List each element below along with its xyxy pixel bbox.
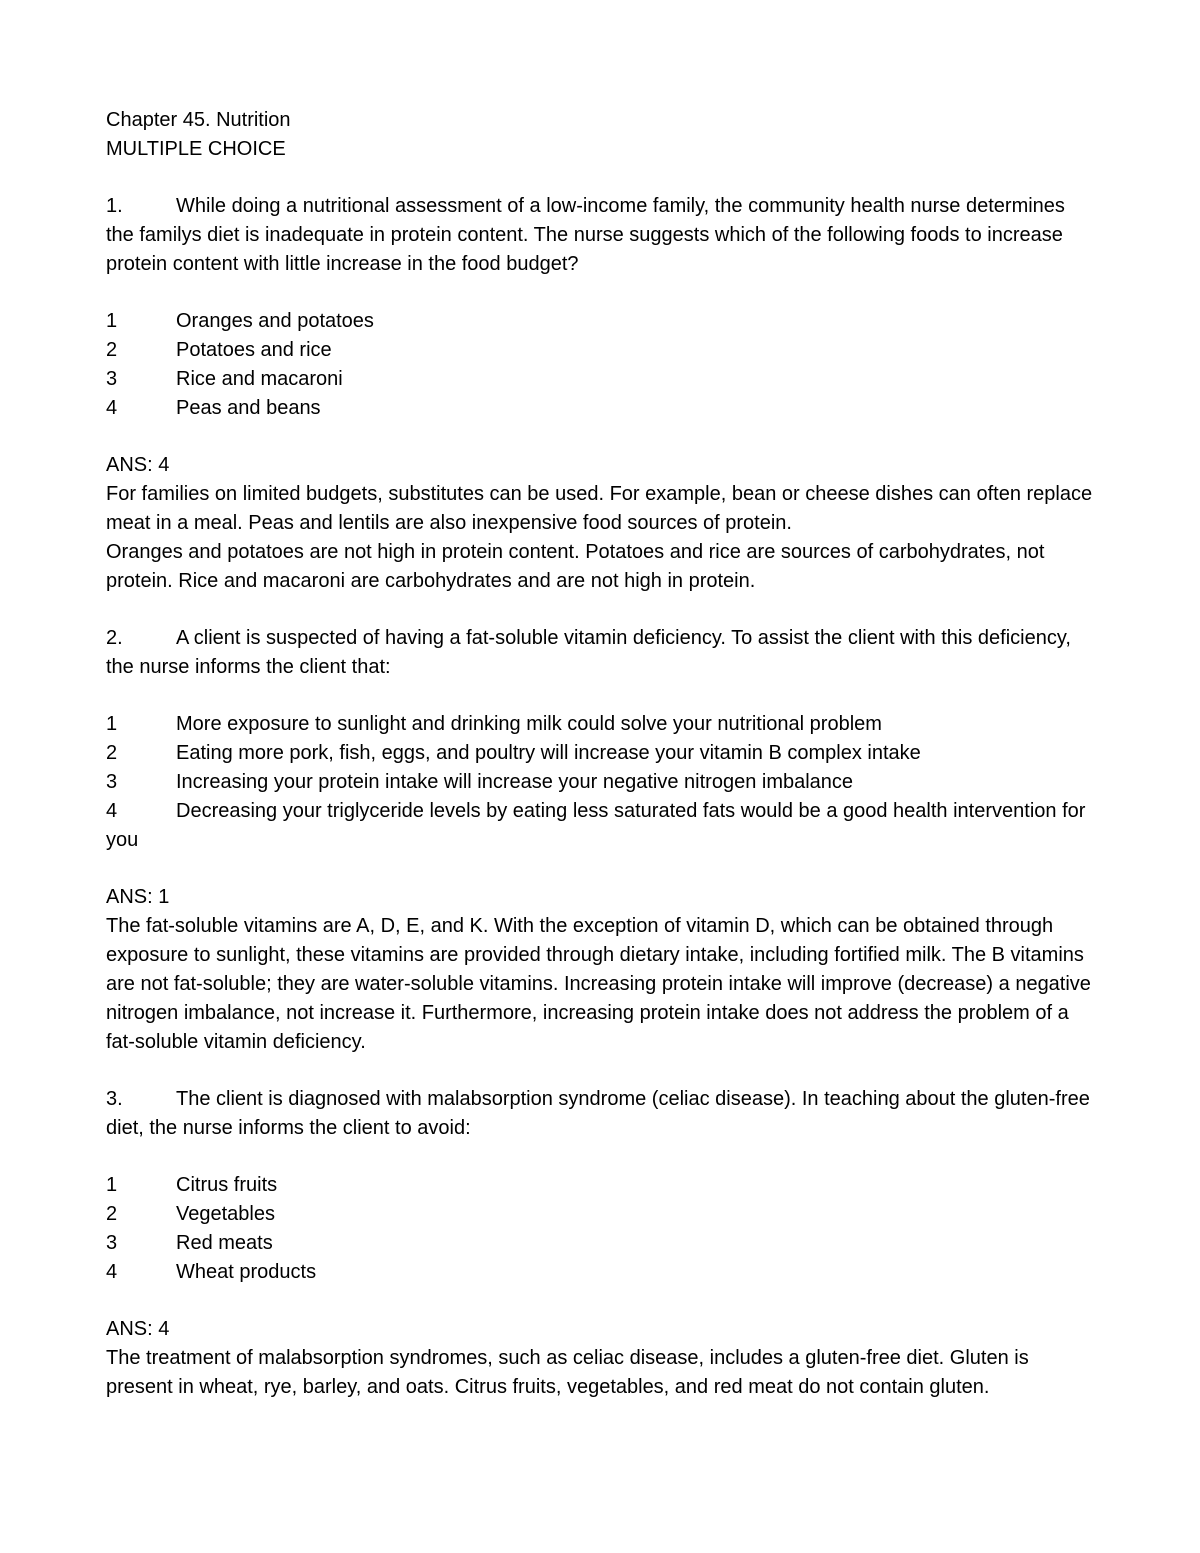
question-number: 2.: [106, 627, 123, 649]
option-number: 3: [106, 1232, 118, 1254]
question-text: A client is suspected of having a fat-soluble vitamin deficiency. To assist the client with this deficiency, the nurse informs the client that:: [106, 627, 1071, 678]
section-heading: MULTIPLE CHOICE: [106, 138, 286, 160]
option-number: 3: [106, 771, 118, 793]
option-text: Increasing your protein intake will increase your negative nitrogen imbalance: [176, 771, 854, 793]
spacer: [106, 1287, 1096, 1315]
question-3-option: [106, 1258, 1096, 1287]
option-number: 1: [106, 310, 118, 332]
option-text: Decreasing your triglyceride levels by eating less saturated fats would be a good health intervention for you: [106, 800, 1086, 851]
question-number: 3.: [106, 1088, 123, 1110]
question-2-answer: ANS: 1: [106, 886, 170, 908]
question-1-option: [106, 307, 1096, 336]
option-text: Red meats: [176, 1232, 273, 1254]
spacer: [106, 164, 1096, 192]
option-text: Wheat products: [176, 1261, 317, 1283]
spacer: [106, 855, 1096, 883]
chapter-title: Chapter 45. Nutrition: [106, 109, 291, 131]
option-text: Eating more pork, fish, eggs, and poultry will increase your vitamin B complex intake: [176, 742, 921, 764]
question-1-rationale: For families on limited budgets, substitutes can be used. For example, bean or cheese dishes can often replace meat in a meal. Peas and lentils are also inexpensive food sources of protein.: [106, 483, 1093, 534]
document-page: [106, 106, 1096, 1402]
option-number: 1: [106, 713, 118, 735]
question-3-option: [106, 1229, 1096, 1258]
question-2-option: [106, 739, 1096, 768]
option-text: More exposure to sunlight and drinking milk could solve your nutritional problem: [176, 713, 882, 735]
option-text: Oranges and potatoes: [176, 310, 374, 332]
question-2-option: [106, 710, 1096, 739]
question-1-stem: [106, 192, 1096, 279]
question-1-option: [106, 336, 1096, 365]
option-text: Potatoes and rice: [176, 339, 332, 361]
spacer: [106, 596, 1096, 624]
question-2-rationale: The fat-soluble vitamins are A, D, E, and K. With the exception of vitamin D, which can be obtained through exposure to sunlight, these vitamins are provided through dietary intake, including fortified milk. The B vitamins are not fat-soluble; they are water-soluble vitamins. Increasing protein intake will improve (decrease) a negative nitrogen imbalance, not increase it. Furthermore, increasing protein intake does not address the problem of a fat-soluble vitamin deficiency.: [106, 915, 1091, 1053]
option-number: 4: [106, 800, 118, 822]
option-number: 1: [106, 1174, 118, 1196]
question-1-option: [106, 394, 1096, 423]
question-2-option: [106, 797, 1096, 855]
question-3-rationale: The treatment of malabsorption syndromes, such as celiac disease, includes a gluten-free diet. Gluten is present in wheat, rye, barley, and oats. Citrus fruits, vegetables, and red meat do not contain gluten.: [106, 1347, 1029, 1398]
option-number: 4: [106, 397, 118, 419]
question-1-option: [106, 365, 1096, 394]
question-text: While doing a nutritional assessment of a low-income family, the community health nurse determines the familys diet is inadequate in protein content. The nurse suggests which of the following foods to increase protein content with little increase in the food budget?: [106, 195, 1065, 275]
question-3-option: [106, 1171, 1096, 1200]
spacer: [106, 279, 1096, 307]
question-1-answer: ANS: 4: [106, 454, 170, 476]
question-3-answer: ANS: 4: [106, 1318, 170, 1340]
spacer: [106, 682, 1096, 710]
option-number: 3: [106, 368, 118, 390]
option-number: 2: [106, 339, 118, 361]
question-1-rationale: Oranges and potatoes are not high in protein content. Potatoes and rice are sources of carbohydrates, not protein. Rice and macaroni are carbohydrates and are not high in protein.: [106, 541, 1045, 592]
question-2-option: [106, 768, 1096, 797]
option-text: Peas and beans: [176, 397, 321, 419]
option-text: Rice and macaroni: [176, 368, 343, 390]
question-3-option: [106, 1200, 1096, 1229]
question-number: 1.: [106, 195, 123, 217]
option-text: Citrus fruits: [176, 1174, 278, 1196]
question-text: The client is diagnosed with malabsorption syndrome (celiac disease). In teaching about the gluten-free diet, the nurse informs the client to avoid:: [106, 1088, 1090, 1139]
option-number: 2: [106, 1203, 118, 1225]
option-number: 2: [106, 742, 118, 764]
option-number: 4: [106, 1261, 118, 1283]
question-2-stem: [106, 624, 1096, 682]
option-text: Vegetables: [176, 1203, 275, 1225]
spacer: [106, 1143, 1096, 1171]
spacer: [106, 423, 1096, 451]
question-3-stem: [106, 1085, 1096, 1143]
spacer: [106, 1057, 1096, 1085]
